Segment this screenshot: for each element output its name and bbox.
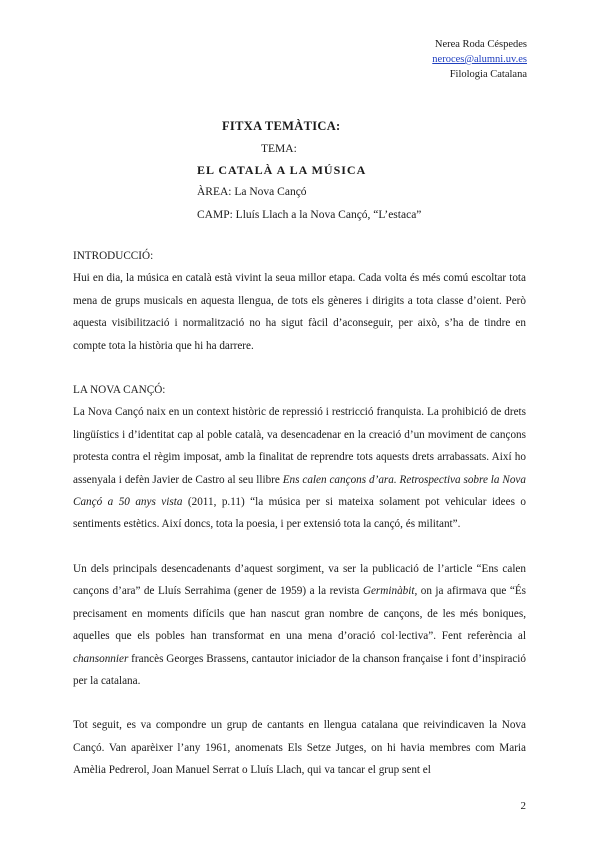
intro-heading: INTRODUCCIÓ: xyxy=(73,250,154,262)
p2-text-a: Un dels principals desencadenants d’aquest sorgiment, va ser la publicació de l’article “Ens calen cançons d’ara” de Lluís Serrahima (gener de 1959) a la revista xyxy=(73,562,526,598)
nova-canco-heading: LA NOVA CANÇÓ: xyxy=(73,384,166,397)
p2-text-b: on ja afirmava que “És precisament en moments difícils que han nascut gran nombre de cançons, de les més boniques, aquelles que els pobles han transformat en una mena d’oració col·lectiva”. Fent referència al xyxy=(73,585,527,643)
book-title: Ens calen cançons d’ara. Retrospectiva sobre la Nova Cançó a 50 anys vista xyxy=(73,473,526,509)
p2-text-c: francès Georges Brassens, cantautor iniciador de la chanson française i font d’inspiració per la catalana. xyxy=(73,652,526,687)
nova-canco-paragraph-3: Tot seguit, es va compondre un grup de cantants en llengua catalana que reivindicaven la Nova Cançó. Van aparèixer l’any 1961, anomenats Els Setze Jutges, on hi havia membres com Maria Amèlia Pedrerol, Joan Manuel Serrat o Lluís Llach, qui va tancar el grup sent el xyxy=(73,719,526,777)
camp-line: CAMP: Lluís Llach a la Nova Cançó, “L’estaca” xyxy=(197,209,422,221)
intro-paragraph: Hui en dia, la música en català està vivint la seua millor etapa. Cada volta és més comú escoltar tota mena de grups musicals en aquesta llengua, de tots els gèneres i dirigits a tota classe d’oient. Però aquesta visibilització i normalització no ha sigut fàcil d’aconseguir, per això, s’ha de tindre en compte tota la història que hi ha darrere. xyxy=(73,272,526,352)
page-header xyxy=(432,37,527,82)
fitxa-heading: FITXA TEMÀTICA: xyxy=(222,119,341,133)
p1-text-b: (2011, p.11) “la música per si mateixa solament pot vehicular idees o sentiments estètics. Així doncs, tota la poesia, i per extensió tota la cançó, és militant”. xyxy=(73,496,526,531)
area-line: ÀREA: La Nova Cançó xyxy=(197,186,307,198)
chansonnier-term: chansonnier xyxy=(73,652,129,665)
tema-label: TEMA: xyxy=(261,143,297,155)
degree-name: Filologia Catalana xyxy=(449,69,527,80)
p1-text-a: La Nova Cançó naix en un context històric de repressió i restricció franquista. La prohibició de drets lingüístics i d’identitat cap al poble català, va desencadenar en la creació d’un moviment de cançons protesta contra el règim imposat, amb la finalitat de reprendre tots aquests drets arrabassats. Així ho assenyala i defèn Javier de Castro al seu llibre xyxy=(73,406,526,486)
page-number: 2 xyxy=(520,800,526,812)
document-body xyxy=(73,245,526,782)
tema-title: EL CATALÀ A LA MÚSICA xyxy=(197,163,367,177)
author-email-link[interactable]: neroces@alumni.uv.es xyxy=(432,54,527,65)
nova-canco-paragraph-1 xyxy=(73,401,526,535)
magazine-title: Germinàbit, xyxy=(362,585,418,598)
nova-canco-paragraph-2 xyxy=(73,558,526,692)
author-name: Nerea Roda Céspedes xyxy=(434,39,527,50)
